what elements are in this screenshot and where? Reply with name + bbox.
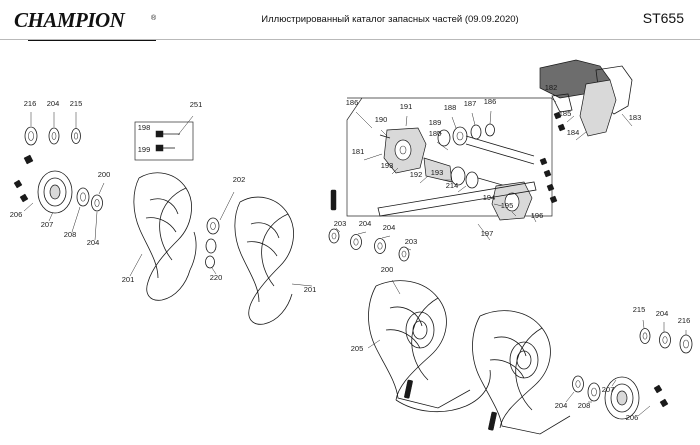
callout-label: 180 (428, 129, 442, 138)
registered-trademark-icon: ® (151, 15, 157, 22)
callout-label: 186 (483, 97, 497, 106)
callout-label: 194 (482, 193, 496, 202)
callout-label: 203 (333, 219, 347, 228)
callout-label: 190 (374, 115, 388, 124)
control-handle (540, 60, 632, 140)
callout-label: 199 (137, 145, 151, 154)
callout-label: 186 (345, 98, 359, 107)
callout-label: 185 (558, 109, 572, 118)
callout-label: 201 (121, 275, 135, 284)
callout-label: 200 (380, 265, 394, 274)
page-header (0, 0, 700, 40)
brand-name: CHAMPION (14, 8, 125, 32)
callout-label: 207 (40, 220, 54, 229)
callout-label: 216 (677, 316, 691, 325)
callout-label: 202 (232, 175, 246, 184)
callout-label: 197 (480, 229, 494, 238)
callout-label: 188 (443, 103, 457, 112)
callout-label: 216 (23, 99, 37, 108)
callout-label: 181 (351, 147, 365, 156)
model-code: ST655 (642, 10, 684, 26)
callout-label: 204 (655, 309, 669, 318)
assembly-group-left-hub (14, 171, 104, 240)
callout-label: 182 (544, 83, 558, 92)
callout-label: 187 (463, 99, 477, 108)
callout-label: 196 (530, 211, 544, 220)
diagram-svg (0, 40, 700, 445)
callout-label: 251 (189, 100, 203, 109)
callout-label: 204 (86, 238, 100, 247)
callout-label: 204 (382, 223, 396, 232)
auger-blade-lower-left (368, 280, 490, 412)
callout-label: 204 (46, 99, 60, 108)
callout-label: 206 (9, 210, 23, 219)
callout-label: 191 (399, 102, 413, 111)
callout-label: 201 (303, 285, 317, 294)
callout-label: 205 (350, 344, 364, 353)
callout-label: 189 (428, 118, 442, 127)
callout-label: 193 (430, 168, 444, 177)
auger-blade-left-2 (206, 192, 313, 324)
callout-label: 203 (404, 237, 418, 246)
callout-label: 204 (358, 219, 372, 228)
callout-label: 184 (566, 128, 580, 137)
callout-label: 206 (625, 413, 639, 422)
handle-control-assembly (356, 111, 557, 240)
callout-label: 204 (554, 401, 568, 410)
parts-diagram (0, 40, 700, 445)
callout-label: 208 (577, 401, 591, 410)
callout-label: 215 (69, 99, 83, 108)
callout-label: 215 (632, 305, 646, 314)
callout-label: 183 (628, 113, 642, 122)
auger-blade-left (130, 173, 196, 301)
callout-label: 198 (137, 123, 151, 132)
fastener-group-bottom (404, 380, 497, 431)
callout-label: 207 (601, 385, 615, 394)
brand-logo (14, 8, 174, 32)
callout-label: 214 (445, 181, 459, 190)
callout-label: 200 (97, 170, 111, 179)
assembly-group-right-hub (566, 376, 668, 419)
callout-label: 208 (63, 230, 77, 239)
callout-label: 193 (380, 161, 394, 170)
callout-label: 192 (409, 170, 423, 179)
auger-blade-lower-right (473, 311, 571, 434)
callout-label: 195 (500, 201, 514, 210)
page-title: Иллюстрированный каталог запасных частей (09.09.2020) (261, 14, 519, 25)
fastener-group-left (24, 112, 81, 164)
callout-label: 220 (209, 273, 223, 282)
